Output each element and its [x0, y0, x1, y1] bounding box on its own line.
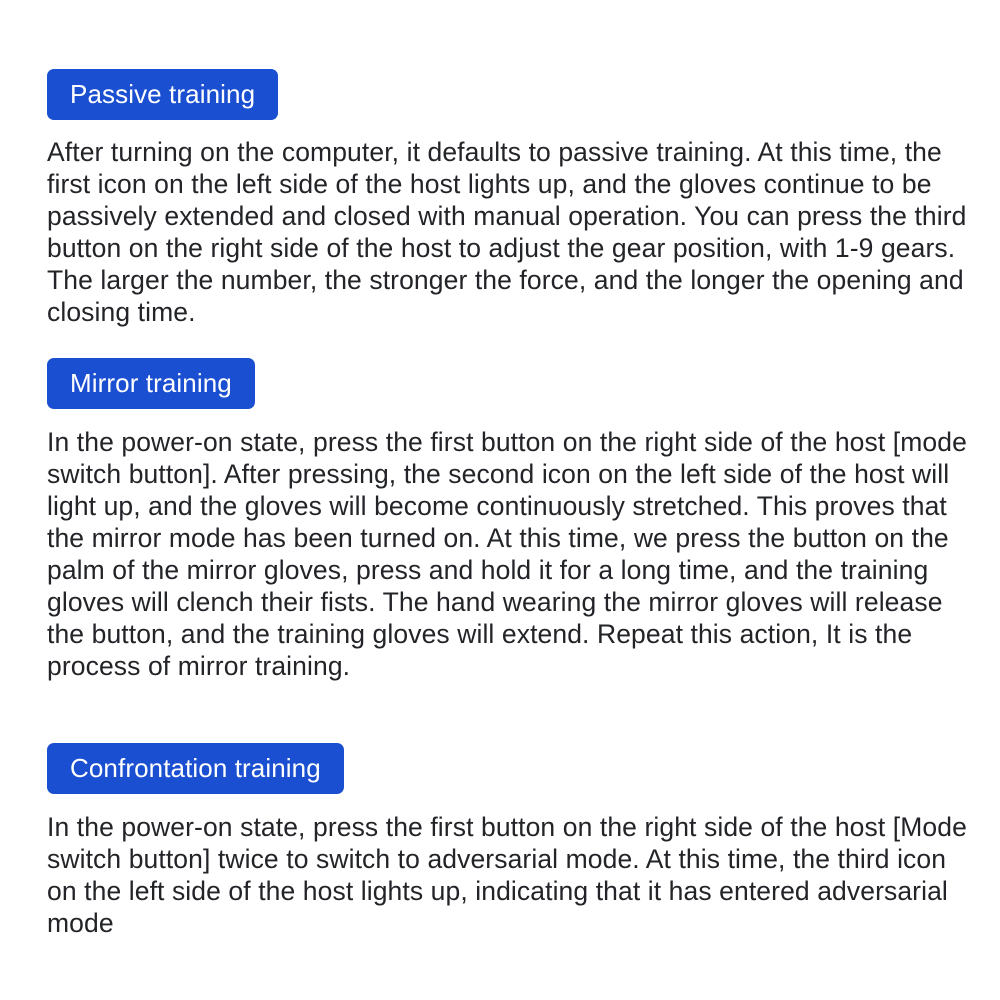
section-mirror-training [47, 358, 967, 682]
section-confrontation-training [47, 743, 967, 939]
heading-passive-training: Passive training [47, 69, 278, 120]
heading-confrontation-training: Confrontation training [47, 743, 344, 794]
paragraph-mirror-training: In the power-on state, press the first button on the right side of the host [mode switch button]. After pressing, the second icon on the left side of the host will light up, and the gloves will become continuously stretched. This proves that the mirror mode has been turned on. At this time, we press the button on the palm of the mirror gloves, press and hold it for a long time, and the training gloves will clench their fists. The hand wearing the mirror gloves will release the button, and the training gloves will extend. Repeat this action, It is the process of mirror training. [47, 427, 967, 681]
paragraph-confrontation-training: In the power-on state, press the first button on the right side of the host [Mode switch button] twice to switch to adversarial mode. At this time, the third icon on the left side of the host lights up, indicating that it has entered adversarial mode [47, 812, 967, 938]
section-passive-training [47, 69, 967, 328]
heading-mirror-training: Mirror training [47, 358, 255, 409]
paragraph-passive-training: After turning on the computer, it defaults to passive training. At this time, the first icon on the left side of the host lights up, and the gloves continue to be passively extended and closed with manual operation. You can press the third button on the right side of the host to adjust the gear position, with 1-9 gears. The larger the number, the stronger the force, and the longer the opening and closing time. [47, 137, 967, 327]
